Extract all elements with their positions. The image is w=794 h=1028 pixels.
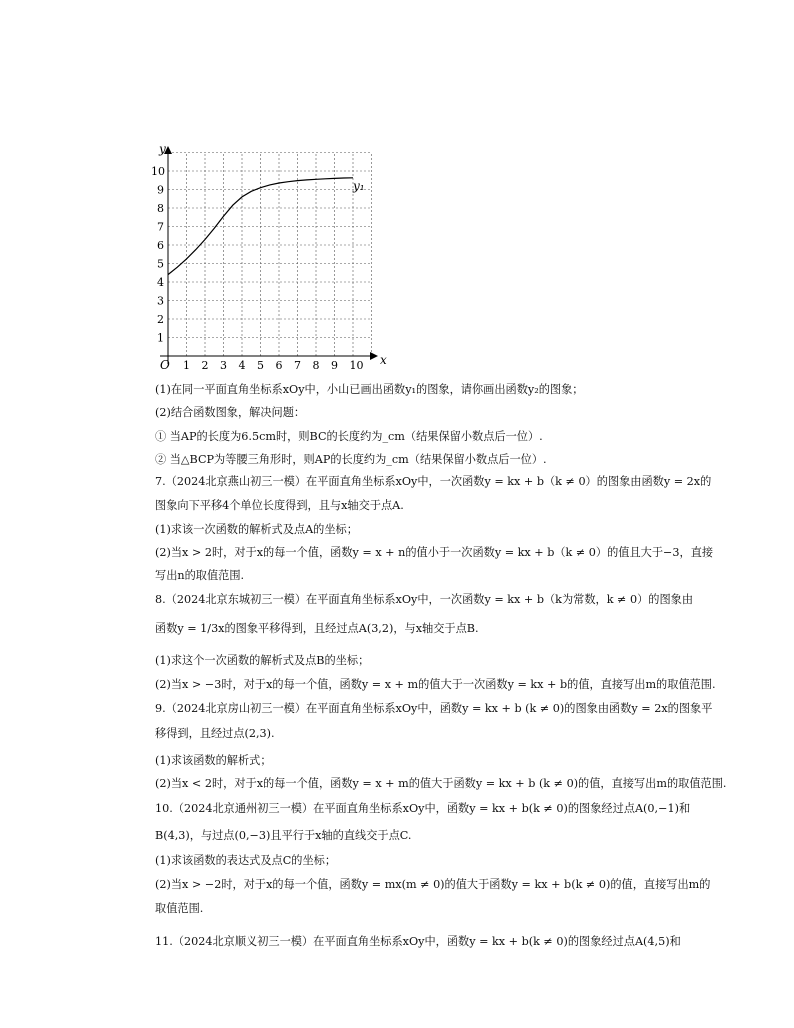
x-tick-label: 8 (312, 359, 320, 372)
text-line: (2)当x < 2时，对于x的每一个值，函数y = x + m的值大于函数y = kx + b (k ≠ 0)的值，直接写出m的取值范围. (155, 777, 727, 790)
y-tick-label: 8 (157, 202, 164, 215)
y-tick-label: 5 (157, 257, 164, 271)
y-tick-label: 4 (157, 276, 164, 289)
text-line: 11.（2024北京顺义初三一模）在平面直角坐标系xOy中，函数y = kx + b(k ≠ 0)的图象经过点A(4,5)和 (155, 935, 681, 948)
y-tick-label: 1 (157, 331, 164, 345)
text-line: 9.（2024北京房山初三一模）在平面直角坐标系xOy中，函数y = kx + b (k ≠ 0)的图象由函数y = 2x的图象平 (155, 702, 713, 715)
x-tick-label: 7 (294, 359, 301, 372)
text-line: (1)在同一平面直角坐标系xOy中，小山已画出函数y₁的图象，请你画出函数y₂的图象； (155, 383, 584, 396)
text-line: (2)当x > −2时，对于x的每一个值，函数y = mx(m ≠ 0)的值大于函数y = kx + b(k ≠ 0)的值，直接写出m的 (155, 878, 711, 891)
text-line: 函数y = 1/3x的图象平移得到，且经过点A(3,2)，与x轴交于点B. (155, 622, 479, 635)
text-line: (1)求这个一次函数的解析式及点B的坐标； (155, 654, 370, 667)
x-tick-label: 6 (275, 359, 283, 372)
text-line: 写出n的取值范围. (155, 569, 245, 582)
text-line: (1)求该一次函数的解析式及点A的坐标； (155, 523, 358, 536)
y-tick-labels (151, 165, 165, 345)
text-line: (2)当x > 2时，对于x的每一个值，函数y = x + n的值小于一次函数y = kx + b（k ≠ 0）的值且大于−3，直接 (155, 546, 714, 559)
text-line: (1)求该函数的表达式及点C的坐标； (155, 854, 337, 867)
y-tick-label: 3 (157, 294, 164, 308)
text-line: 7.（2024北京燕山初三一模）在平面直角坐标系xOy中，一次函数y = kx + b（k ≠ 0）的图象由函数y = 2x的 (155, 475, 712, 488)
x-tick-label: 10 (349, 359, 364, 372)
text-line: 图象向下平移4个单位长度得到，且与x轴交于点A. (155, 499, 404, 512)
curve-label: y₁ (353, 179, 365, 193)
function-graph (148, 142, 388, 374)
origin-label: O (160, 358, 170, 372)
grid-lines (168, 153, 372, 357)
y-tick-label: 10 (151, 165, 165, 178)
x-tick-label: 5 (257, 359, 264, 372)
text-line: ① 当AP的长度为6.5cm时，则BC的长度约为_cm（结果保留小数点后一位）. (155, 430, 543, 443)
y-tick-label: 6 (157, 239, 164, 252)
text-line: 取值范围. (155, 902, 204, 915)
axes (160, 146, 378, 364)
text-line: (2)结合函数图象，解决问题： (155, 406, 306, 419)
text-line: 移得到，且经过点(2,3). (155, 727, 275, 740)
x-tick-label: 3 (220, 359, 227, 372)
x-tick-label: 4 (238, 359, 246, 372)
x-tick-labels (183, 359, 364, 372)
text-line: B(4,3)，与过点(0,−3)且平行于x轴的直线交于点C. (155, 829, 412, 842)
text-line: (1)求该函数的解析式； (155, 754, 272, 767)
y-axis-label: y (159, 142, 166, 156)
x-tick-label: 1 (183, 359, 190, 372)
x-axis-label: x (380, 353, 387, 367)
text-line: (2)当x > −3时，对于x的每一个值，函数y = x + m的值大于一次函数y = kx + b的值，直接写出m的取值范围. (155, 678, 716, 691)
x-tick-label: 9 (331, 359, 338, 372)
text-line: 10.（2024北京通州初三一模）在平面直角坐标系xOy中，函数y = kx + b(k ≠ 0)的图象经过点A(0,−1)和 (155, 802, 691, 815)
y-tick-label: 2 (157, 313, 164, 326)
y-tick-label: 7 (157, 220, 164, 234)
x-tick-label: 2 (201, 359, 209, 372)
text-line: ② 当△BCP为等腰三角形时，则AP的长度约为_cm（结果保留小数点后一位）. (155, 453, 547, 466)
text-line: 8.（2024北京东城初三一模）在平面直角坐标系xOy中，一次函数y = kx + b（k为常数，k ≠ 0）的图象由 (155, 593, 694, 606)
y-tick-label: 9 (157, 183, 164, 197)
